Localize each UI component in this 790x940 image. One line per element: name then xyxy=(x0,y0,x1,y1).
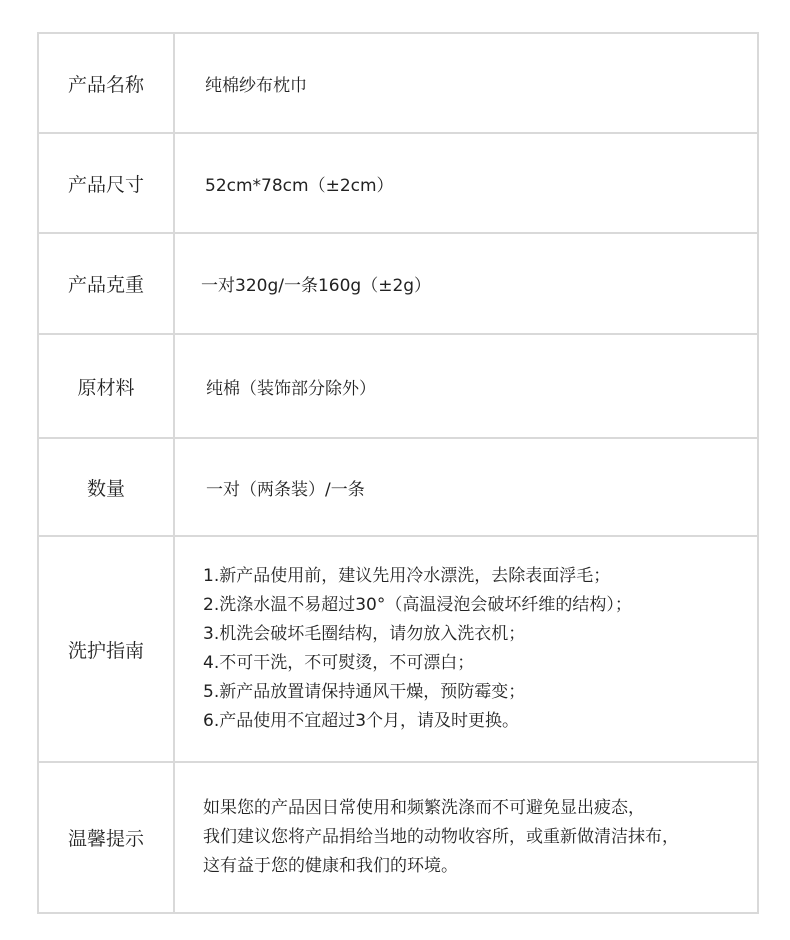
care-guide-item: 2.洗涤水温不易超过30°（高温浸泡会破坏纤维的结构）； xyxy=(203,595,632,615)
row-label: 温馨提示 xyxy=(39,763,175,912)
row-value: 一对320g/一条160g（±2g） xyxy=(201,276,432,296)
row-value: 一对（两条装）/一条 xyxy=(206,479,365,500)
row-value: 纯棉（装饰部分除外） xyxy=(206,378,376,399)
row-value xyxy=(175,537,757,761)
table-row-material xyxy=(39,335,757,439)
table-row-tips xyxy=(39,763,757,912)
care-guide-item: 3.机洗会破坏毛圈结构，请勿放入洗衣机； xyxy=(203,624,526,644)
care-guide-item: 4.不可干洗，不可熨烫，不可漂白； xyxy=(203,653,475,673)
care-guide-item: 6.产品使用不宜超过3个月，请及时更换。 xyxy=(203,711,520,731)
row-value xyxy=(175,763,757,912)
tips-line: 我们建议您将产品捐给当地的动物收容所，或重新做清洁抹布， xyxy=(203,827,679,847)
care-guide-list xyxy=(203,562,632,736)
row-label: 原材料 xyxy=(39,335,175,437)
table-row-care-guide xyxy=(39,537,757,763)
row-label: 产品名称 xyxy=(39,34,175,132)
table-row-product-weight xyxy=(39,234,757,335)
tips-text xyxy=(203,794,679,881)
care-guide-item: 5.新产品放置请保持通风干燥，预防霉变； xyxy=(203,682,526,702)
row-label: 数量 xyxy=(39,439,175,535)
row-value: 52cm*78cm（±2cm） xyxy=(205,175,394,196)
table-row-quantity xyxy=(39,439,757,537)
tips-line: 如果您的产品因日常使用和频繁洗涤而不可避免显出疲态， xyxy=(203,798,645,818)
row-value: 纯棉纱布枕巾 xyxy=(205,75,307,96)
tips-line: 这有益于您的健康和我们的环境。 xyxy=(203,856,458,876)
row-label: 产品克重 xyxy=(39,234,175,333)
row-label: 产品尺寸 xyxy=(39,134,175,232)
table-row-product-size xyxy=(39,134,757,234)
care-guide-item: 1.新产品使用前，建议先用冷水漂洗，去除表面浮毛； xyxy=(203,566,611,586)
table-row-product-name xyxy=(39,34,757,134)
row-label: 洗护指南 xyxy=(39,537,175,761)
product-spec-table xyxy=(37,32,759,914)
